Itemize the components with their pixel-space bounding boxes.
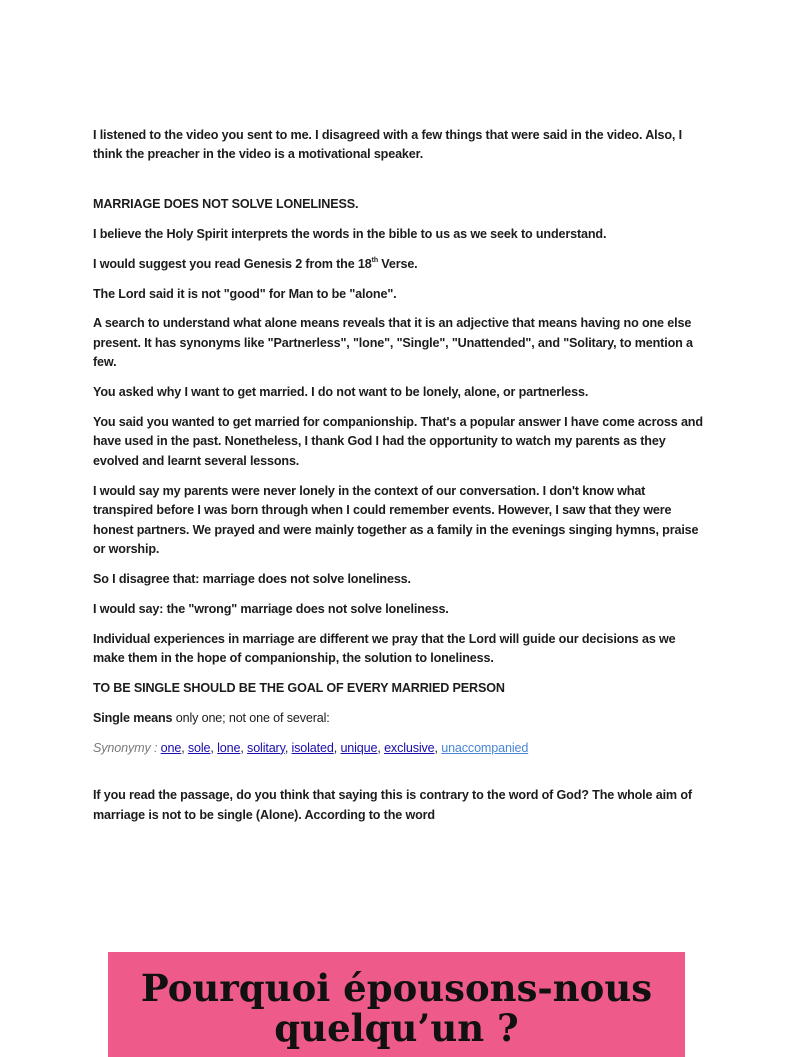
passage-paragraph: If you read the passage, do you think that saying this is contrary to the word of God? The whole aim of marriage is not to be single (Alone). According to the word — [93, 788, 692, 822]
synonym-link-exclusive[interactable]: exclusive — [384, 740, 435, 755]
wrong-marriage-paragraph: I would say: the "wrong" marriage does not solve loneliness. — [93, 601, 449, 616]
synonym-link-one[interactable]: one — [160, 740, 182, 755]
synonym-label: Synonymy : — [93, 740, 161, 755]
title-banner — [108, 952, 685, 1057]
intro-paragraph: I listened to the video you sent to me. I disagreed with a few things that were said in the video. Also, I think the preacher in the video is a motivational speaker. — [93, 128, 682, 162]
synonym-link-solitary[interactable]: solitary — [247, 740, 285, 755]
single-means-definition: only one; not one of several: — [172, 710, 330, 725]
synonym-link-sole[interactable]: sole — [187, 740, 211, 755]
parents-paragraph: I would say my parents were never lonely in the context of our conversation. I don't know what transpired before I was born through when I could remember events. However, I saw that they were honest partners. We prayed and were mainly together as a family in the evenings singing hymns, praise or worship. — [93, 483, 699, 556]
companionship-paragraph: You said you wanted to get married for companionship. That's a popular answer I have come across and have used in the past. Nonetheless, I thank God I had the opportunity to watch my parents as they evolved and learnt several lessons. — [93, 415, 703, 468]
search-paragraph: A search to understand what alone means reveals that it is an adjective that means having no one else present. It has synonyms like "Partnerless", "lone", "Single", "Unattended", and "Solitary, to mention a few. — [93, 316, 693, 370]
synonym-link-unaccompanied[interactable]: unaccompanied — [441, 740, 529, 755]
genesis-paragraph — [93, 255, 703, 274]
individual-paragraph: Individual experiences in marriage are different we pray that the Lord will guide our decisions as we make them in the hope of companionship, the solution to loneliness. — [93, 631, 676, 666]
letter-document — [93, 126, 703, 836]
genesis-superscript: th — [371, 256, 378, 264]
heading-marriage-loneliness: MARRIAGE DOES NOT SOLVE LONELINESS. — [93, 196, 359, 211]
synonym-link-unique[interactable]: unique — [340, 740, 378, 755]
genesis-text-end: Verse. — [377, 256, 418, 271]
banner-title-line-1: Pourquoi épousons-nous — [140, 965, 653, 1010]
single-means-paragraph — [93, 709, 703, 728]
synonym-link-isolated[interactable]: isolated — [291, 740, 334, 755]
asked-paragraph: You asked why I want to get married. I do not want to be lonely, alone, or partnerless. — [93, 385, 589, 400]
heading-single-goal: TO BE SINGLE SHOULD BE THE GOAL OF EVERY MARRIED PERSON — [93, 681, 505, 696]
disagree-paragraph: So I disagree that: marriage does not solve loneliness. — [93, 571, 411, 586]
synonyms-line: Synonymy : one, sole, lone, solitary, isolated, unique, exclusive, unaccompanied — [93, 740, 529, 755]
genesis-text: I would suggest you read Genesis 2 from the 18 — [93, 256, 372, 271]
lord-said-paragraph: The Lord said it is not "good" for Man to be "alone". — [93, 286, 397, 301]
banner-title-line-2: quelqu’un ? — [274, 1005, 519, 1050]
synonym-link-lone[interactable]: lone — [217, 740, 241, 755]
holy-spirit-paragraph: I believe the Holy Spirit interprets the words in the bible to us as we seek to understand. — [93, 226, 607, 241]
single-means-term: Single means — [93, 710, 173, 725]
